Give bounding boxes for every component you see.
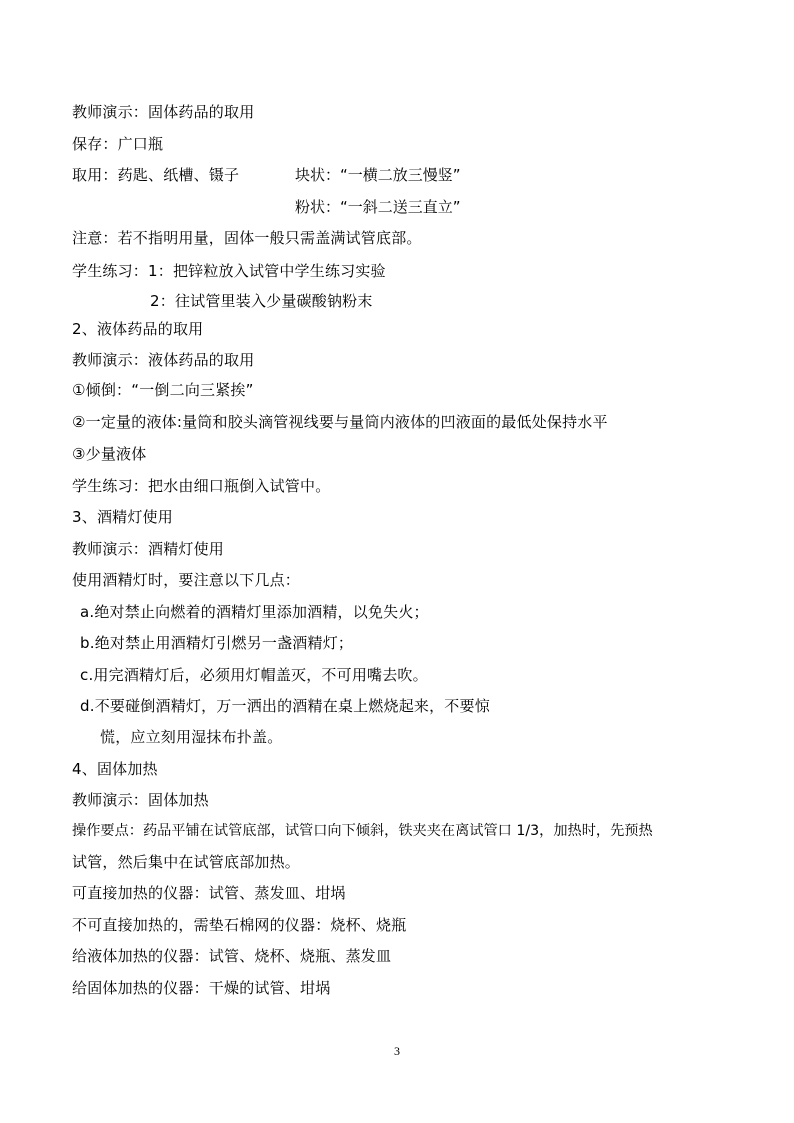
text-line: 注意：若不指明用量，固体一般只需盖满试管底部。	[72, 229, 422, 247]
text-line: 试管，然后集中在试管底部加热。	[72, 853, 301, 871]
text-line: 操作要点：药品平铺在试管底部，试管口向下倾斜，铁夹夹在离试管口 1/3，加热时，先预热	[72, 823, 653, 839]
text-line: ①倾倒：“一倒二向三紧挨”	[72, 381, 254, 399]
text-line: 2：往试管里装入少量碳酸钠粉末	[150, 292, 373, 310]
text-line: 教师演示：液体药品的取用	[72, 351, 255, 369]
section-heading: 4、固体加热	[72, 760, 158, 778]
text-line: 学生练习：把水由细口瓶倒入试管中。	[72, 477, 331, 495]
text-line: 取用：药匙、纸槽、镊子	[72, 166, 240, 184]
page-number: 3	[394, 1044, 400, 1058]
list-item: c.用完酒精灯后，必须用灯帽盖灭，不可用嘴去吹。	[80, 666, 428, 684]
text-line: 使用酒精灯时，要注意以下几点：	[72, 571, 301, 589]
list-item-continuation: 慌，应立刻用湿抹布扑盖。	[100, 728, 283, 746]
text-line: 可直接加热的仪器：试管、蒸发皿、坩埚	[72, 884, 346, 902]
list-item: b.绝对禁止用酒精灯引燃另一盏酒精灯；	[80, 634, 354, 652]
text-line: 教师演示：固体加热	[72, 791, 209, 809]
text-line: 保存：广口瓶	[72, 135, 164, 153]
text-line: 不可直接加热的，需垫石棉网的仪器：烧杯、烧瓶	[72, 916, 407, 934]
text-line: 教师演示：酒精灯使用	[72, 540, 225, 558]
list-item: d.不要碰倒酒精灯，万一洒出的酒精在桌上燃烧起来，不要惊	[80, 697, 490, 715]
list-item: a.绝对禁止向燃着的酒精灯里添加酒精，以免失火；	[80, 603, 429, 621]
section-heading: 2、液体药品的取用	[72, 320, 204, 338]
text-line: ③少量液体	[72, 445, 147, 463]
text-line: 给固体加热的仪器：干燥的试管、坩埚	[72, 979, 331, 997]
section-heading: 3、酒精灯使用	[72, 508, 173, 526]
text-line: 给液体加热的仪器：试管、烧杯、烧瓶、蒸发皿	[72, 947, 392, 965]
text-line: ②一定量的液体:量筒和胶头滴管视线要与量筒内液体的凹液面的最低处保持水平	[72, 413, 608, 431]
powder-method: 粉状：“一斜二送三直立”	[295, 198, 461, 216]
text-line: 教师演示：固体药品的取用	[72, 103, 255, 121]
block-method: 块状：“一横二放三慢竖”	[295, 166, 461, 184]
text-line: 学生练习：1：把锌粒放入试管中学生练习实验	[72, 262, 386, 280]
